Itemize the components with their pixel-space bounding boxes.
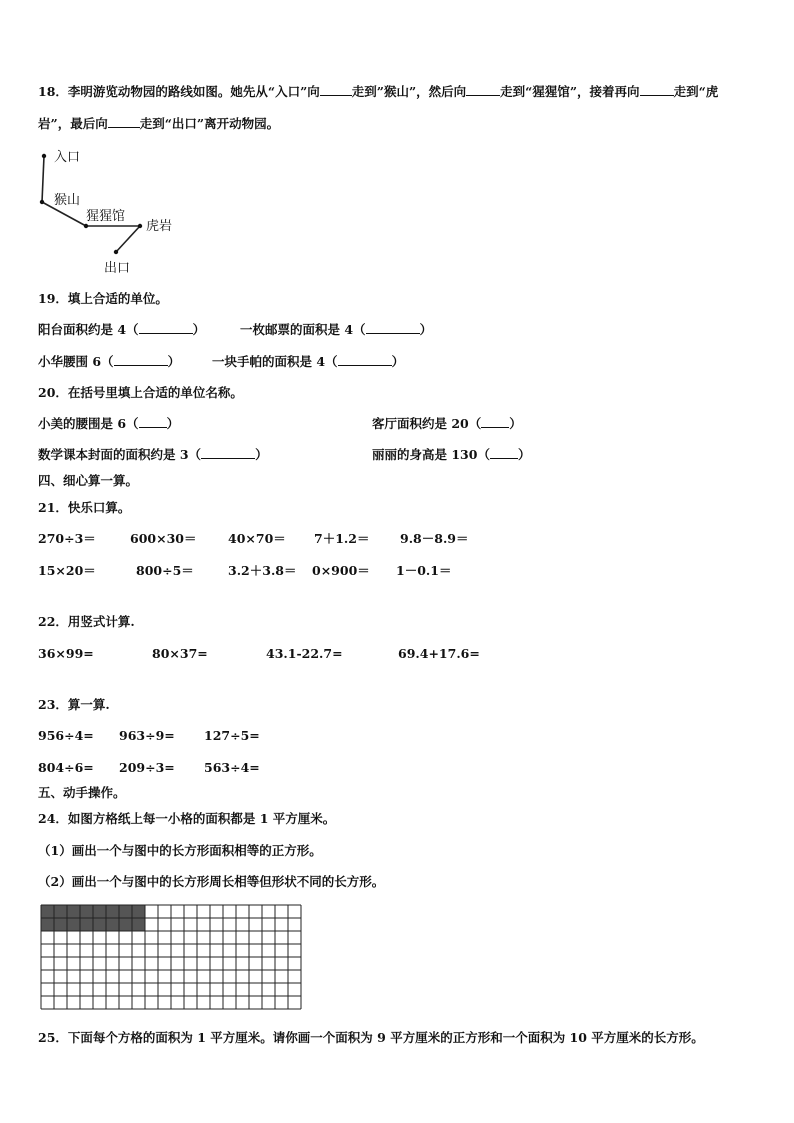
q19-item-3: 小华腰围 6（ ） bbox=[38, 354, 181, 369]
q22-item-4: 69.4+17.6= bbox=[398, 646, 480, 661]
q20-item-4: 丽丽的身高是 130（ ） bbox=[372, 447, 531, 462]
q19-title: 19．填上合适的单位。 bbox=[38, 291, 168, 306]
q20-blank-2[interactable] bbox=[481, 416, 509, 428]
q18-text-e: 岩”，最后向 bbox=[38, 116, 108, 131]
orangutan-hall-label: 猩猩馆 bbox=[86, 209, 126, 224]
entrance-label: 入口 bbox=[54, 150, 81, 165]
q18-blank-4[interactable] bbox=[108, 116, 140, 128]
q19-blank-4[interactable] bbox=[338, 354, 392, 366]
q21-r2-c3: 3.2＋3.8＝ bbox=[228, 563, 297, 578]
q21-r2-c1: 15×20＝ bbox=[38, 563, 96, 578]
q23-r2-c2: 209÷3= bbox=[119, 760, 175, 775]
q18-text-f: 走到“出口”离开动物园。 bbox=[139, 116, 280, 131]
q20-blank-4[interactable] bbox=[490, 447, 518, 459]
route-map bbox=[30, 146, 190, 278]
q20-title: 20．在括号里填上合适的单位名称。 bbox=[38, 385, 243, 400]
q20-blank-1[interactable] bbox=[139, 416, 167, 428]
q23-r1-c1: 956÷4= bbox=[38, 728, 94, 743]
q19-blank-1[interactable] bbox=[139, 322, 193, 334]
q18-text-a: 18．李明游览动物园的路线如图。她先从“入口”向 bbox=[38, 84, 320, 99]
q19-blank-3[interactable] bbox=[114, 354, 168, 366]
q23-r1-c2: 963÷9= bbox=[119, 728, 175, 743]
q22-title: 22．用竖式计算. bbox=[38, 614, 135, 629]
tiger-rock-label: 虎岩 bbox=[146, 219, 173, 234]
q18-text-b: 走到”猴山”，然后向 bbox=[351, 84, 467, 99]
q21-r1-c4: 7＋1.2＝ bbox=[314, 531, 370, 546]
section-5-heading: 五、动手操作。 bbox=[38, 785, 126, 800]
monkey-hill-point bbox=[40, 200, 44, 204]
q19-blank-2[interactable] bbox=[366, 322, 420, 334]
grid-paper[interactable] bbox=[40, 904, 304, 1012]
q18-blank-2[interactable] bbox=[466, 84, 500, 96]
entrance-point bbox=[42, 154, 46, 158]
q18-blank-1[interactable] bbox=[320, 84, 352, 96]
q19-item-2: 一枚邮票的面积是 4（ ） bbox=[240, 322, 433, 337]
q18-blank-3[interactable] bbox=[640, 84, 674, 96]
orangutan-hall-point bbox=[84, 224, 88, 228]
q20-item-3: 数学课本封面的面积约是 3（ ） bbox=[38, 447, 268, 462]
tiger-rock-point bbox=[138, 224, 142, 228]
q20-item-1: 小美的腰围是 6（ ） bbox=[38, 416, 180, 431]
q24-sub-1: （1）画出一个与图中的长方形面积相等的正方形。 bbox=[38, 843, 322, 858]
q21-r2-c2: 800÷5＝ bbox=[136, 563, 194, 578]
q22-item-1: 36×99= bbox=[38, 646, 94, 661]
section-4-heading: 四、细心算一算。 bbox=[38, 473, 139, 488]
q20-blank-3[interactable] bbox=[201, 447, 255, 459]
q21-r1-c1: 270÷3＝ bbox=[38, 531, 96, 546]
q25-text: 25．下面每个方格的面积为 1 平方厘米。请你画一个面积为 9 平方厘米的正方形和一个面积为 10 平方厘米的长方形。 bbox=[38, 1030, 704, 1045]
q18-text-c: 走到“猩猩馆”，接着再向 bbox=[500, 84, 640, 99]
q23-r2-c1: 804÷6= bbox=[38, 760, 94, 775]
q21-r1-c2: 600×30＝ bbox=[130, 531, 197, 546]
q21-r1-c5: 9.8－8.9＝ bbox=[400, 531, 469, 546]
q23-title: 23．算一算. bbox=[38, 697, 110, 712]
q18-line1 bbox=[38, 84, 718, 100]
q21-r1-c3: 40×70＝ bbox=[228, 531, 286, 546]
q23-r1-c3: 127÷5= bbox=[204, 728, 260, 743]
q18-line2 bbox=[38, 116, 279, 132]
q19-item-4: 一块手帕的面积是 4（ ） bbox=[212, 354, 405, 369]
q18-text-d: 走到“虎 bbox=[673, 84, 719, 99]
monkey-hill-label: 猴山 bbox=[54, 193, 81, 208]
q21-title: 21．快乐口算。 bbox=[38, 500, 131, 515]
q22-item-3: 43.1-22.7= bbox=[266, 646, 343, 661]
exit-label: 出口 bbox=[104, 261, 131, 276]
exit-point bbox=[114, 250, 118, 254]
q21-r2-c4: 0×900＝ bbox=[312, 563, 370, 578]
q24-title: 24．如图方格纸上每一小格的面积都是 1 平方厘米。 bbox=[38, 811, 336, 826]
q22-item-2: 80×37= bbox=[152, 646, 208, 661]
q23-r2-c3: 563÷4= bbox=[204, 760, 260, 775]
q21-r2-c5: 1－0.1＝ bbox=[396, 563, 452, 578]
q24-sub-2: （2）画出一个与图中的长方形周长相等但形状不同的长方形。 bbox=[38, 874, 385, 889]
q20-item-2: 客厅面积约是 20（ ） bbox=[372, 416, 522, 431]
q19-item-1: 阳台面积约是 4（ ） bbox=[38, 322, 206, 337]
